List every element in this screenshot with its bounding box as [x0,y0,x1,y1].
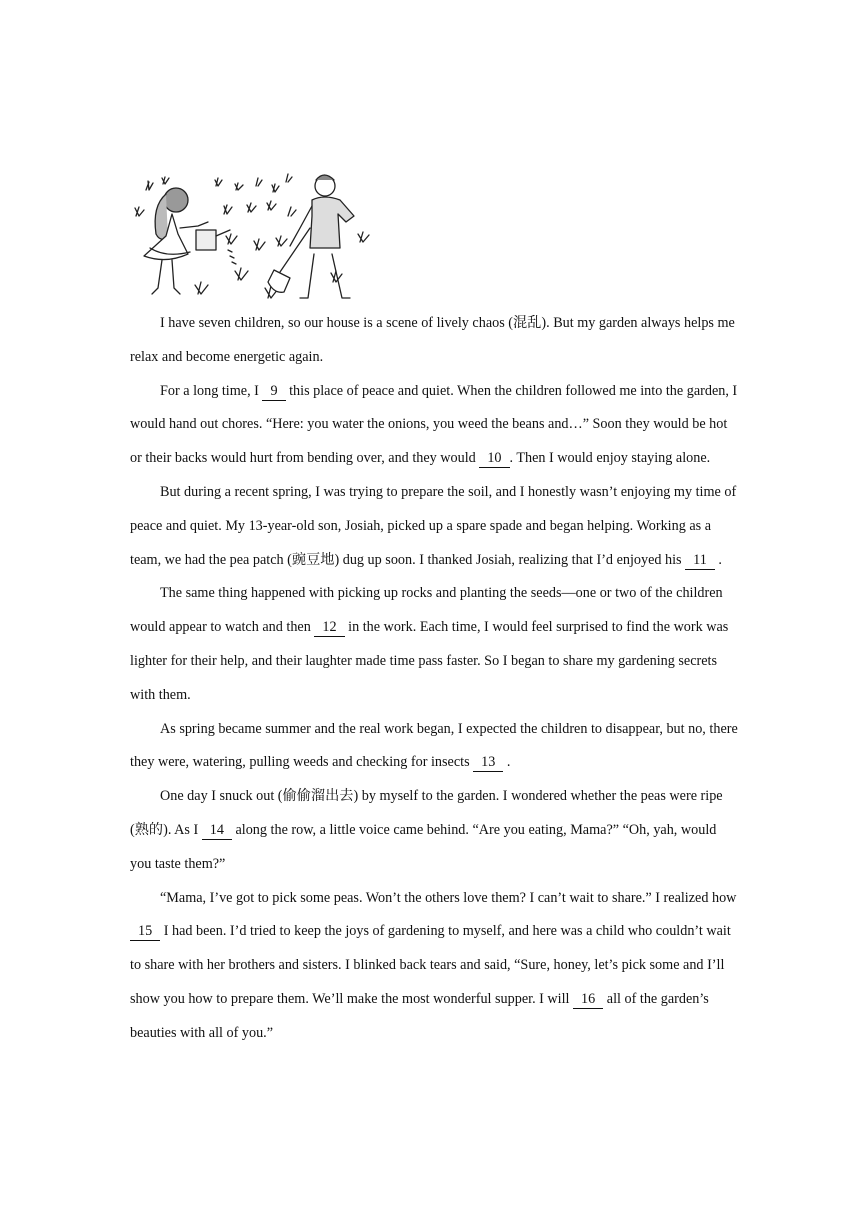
paragraph-6 [130,780,740,881]
paragraph-text: I had been. I’d tried to keep the joys of gardening to myself, and here was a child who couldn’t wait to share with her brothers and sisters. I blinked back tears and said, “Sure, honey, let’s pick some and I’ll show you how to prepare them. We’ll make the most wonderful supper. I will [130,923,731,1007]
blank-9: 9 [262,383,285,401]
children-gardening-illustration [128,170,378,308]
paragraph-text: For a long time, I [160,382,263,399]
paragraph-text: But during a recent spring, I was trying to prepare the soil, and I honestly wasn’t enjoying my time of peace and quiet. My 13-year-old son, Josiah, picked up a spare spade and began helping. Working as a team, we had the pea patch (豌豆地) dug up soon. I thanked Josiah, realizing that I’d enjoyed his [130,483,737,568]
blank-10: 10 [479,450,509,468]
paragraph-5 [130,713,740,781]
paragraph-text: in the work. Each time, I would feel surprised to find the work was lighter for their help, and their laughter made time pass faster. So I began to share my gardening secrets with them. [130,619,729,703]
paragraph-text: this place of peace and quiet. When the children followed me into the garden, I would hand out chores. “Here: you water the onions, you weed the beans and…” Soon they would be hot or their backs would hurt from bending over, and they would [130,382,738,467]
paragraph-text: I have seven children, so our house is a scene of lively chaos (混乱). But my garden always helps me relax and become energetic again. [130,315,735,365]
girl-figure [144,188,236,294]
blank-12: 12 [314,619,344,637]
blank-14: 14 [202,822,232,840]
paragraph-text: along the row, a little voice came behind. “Are you eating, Mama?” “Oh, yah, would you taste them?” [130,821,717,872]
blank-16: 16 [573,991,603,1009]
paragraph-7 [130,882,740,1051]
paragraph-text: . [503,754,511,771]
paragraph-3 [130,476,740,577]
blank-13: 13 [473,754,503,772]
paragraph-text: . Then I would enjoy staying alone. [509,450,711,467]
paragraph-text: . [714,551,722,568]
blank-15: 15 [130,923,160,941]
paragraph-text: all of the garden’s beauties with all of you.” [130,990,709,1041]
paragraph-2 [130,375,740,476]
blank-11: 11 [685,552,715,570]
paragraph-text: One day I snuck out (偷偷溜出去) by myself to the garden. I wondered whether the peas were ripe (熟的). As I [130,788,723,838]
paragraph-text: The same thing happened with picking up rocks and planting the seeds—one or two of the children would appear to watch and then [130,585,723,636]
reading-passage [130,307,740,1051]
paragraph-4 [130,577,740,712]
paragraph-text: “Mama, I’ve got to pick some peas. Won’t the others love them? I can’t wait to share.” I realized how [160,889,737,906]
paragraph-text: As spring became summer and the real work began, I expected the children to disappear, but no, there they were, watering, pulling weeds and checking for insects [130,720,738,771]
paragraph-1 [130,307,740,375]
